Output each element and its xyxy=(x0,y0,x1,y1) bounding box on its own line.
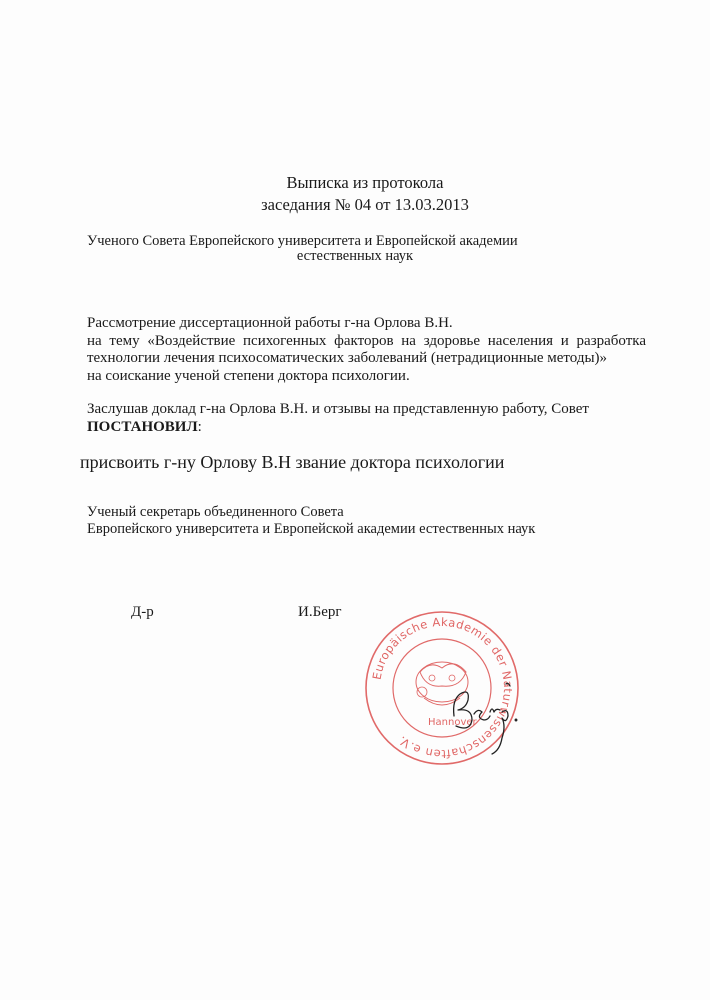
meeting-number-date: заседания № 04 от 13.03.2013 xyxy=(261,195,469,214)
consideration-line1: Рассмотрение диссертационной работы г-на Орлова В.Н. xyxy=(87,315,453,331)
resolution-paragraph xyxy=(87,401,646,436)
resolution-line1: Заслушав доклад г-на Орлова В.Н. и отзывы на представленную работу, Совет xyxy=(87,401,589,417)
handwritten-signature xyxy=(440,672,530,762)
document-title: Выписка из протокола xyxy=(286,173,444,192)
decided-word: ПОСТАНОВИЛ xyxy=(87,418,198,435)
decided-colon: : xyxy=(197,418,202,435)
resolution-decided xyxy=(87,419,646,437)
secretary-block xyxy=(87,504,535,538)
consideration-line4: на соискание ученой степени доктора психологии. xyxy=(87,367,410,384)
svg-text:Europäische Akademie der Natur: Europäische Akademie der Naturwissenschaften e.V. xyxy=(369,614,516,762)
consideration-line3: технологии лечения психосоматических заболеваний (нетрадиционные методы)» xyxy=(87,350,608,366)
decision-text: присвоить г-ну Орлову В.Н звание доктора психологии xyxy=(80,452,505,472)
consideration-line2: на тему «Воздействие психогенных факторов на здоровье населения и разработка xyxy=(87,332,646,349)
council-name-line2: естественных наук xyxy=(296,248,414,264)
signatory-name: И.Берг xyxy=(298,604,342,620)
consideration-paragraph xyxy=(87,315,646,385)
svg-text:Hannover: Hannover xyxy=(428,717,477,728)
council-name-line1: Ученого Совета Европейского университета и Европейской академии xyxy=(87,233,518,249)
secretary-line2: Европейского университета и Европейской академии естественных наук xyxy=(87,521,536,537)
signatory-title: Д-р xyxy=(131,604,154,620)
secretary-line1: Ученый секретарь объединенного Совета xyxy=(87,504,344,520)
